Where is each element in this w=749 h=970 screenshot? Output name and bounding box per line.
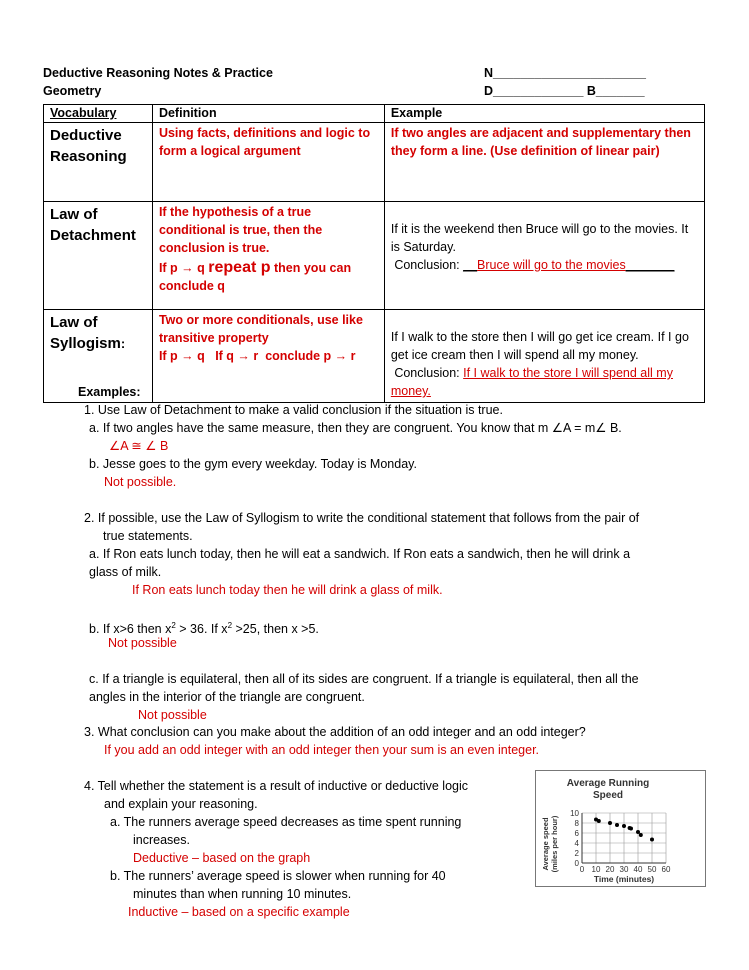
subject-label: Geometry [43,84,102,98]
question-2c-line1: c. If a triangle is equilateral, then all of its sides are congruent. If a triangle is equilateral, then all the [89,672,639,686]
column-header-example: Example [384,105,704,123]
chart-y-tick-label: 6 [574,829,579,838]
chart-y-tick-label: 4 [574,839,579,848]
chart-data-point [622,824,626,828]
answer-4a: Deductive – based on the graph [133,851,311,865]
definition-deductive-reasoning: Using facts, definitions and logic to form a logical argument [152,123,384,202]
question-1b: b. Jesse goes to the gym every weekday. Today is Monday. [89,457,417,471]
example-law-of-detachment: If it is the weekend then Bruce will go to the movies. It is Saturday. Conclusion: __Bruce will go to the movies_______ [384,202,704,310]
term-deductive-reasoning: Deductive Reasoning [44,123,153,202]
answer-4b: Inductive – based on a specific example [128,905,350,919]
answer-1b: Not possible. [104,475,177,489]
chart-y-tick-label: 0 [574,859,579,868]
chart-data-point [597,819,601,823]
question-4a-line1: a. The runners average speed decreases as time spent running [110,815,462,829]
question-3: 3. What conclusion can you make about the addition of an odd integer and an odd integer? [84,725,586,739]
chart-ticks [570,809,671,874]
example-law-of-syllogism: If I walk to the store then I will go get ice cream. If I go get ice cream then I will spend all my money. Conclusion: If I walk to the store I will spend all my money. [384,310,704,403]
chart-y-tick-label: 10 [570,809,579,818]
definition-law-of-syllogism: Two or more conditionals, use like transitive property If p → q If q → r conclude p → r [152,310,384,403]
table-header-row [44,105,705,123]
question-2a-line2: glass of milk. [89,565,162,579]
date-block-field[interactable]: D_____________ B_______ [484,84,645,98]
term-law-of-detachment: Law of Detachment [44,202,153,310]
document-title: Deductive Reasoning Notes & Practice [43,66,273,80]
table-row-law-of-syllogism [44,310,705,403]
question-1: 1. Use Law of Detachment to make a valid conclusion if the situation is true. [84,403,503,417]
question-4a-line2: increases. [133,833,190,847]
chart-x-tick-label: 40 [633,865,643,874]
chart-x-tick-label: 10 [591,865,601,874]
question-2c-line2: angles in the interior of the triangle are congruent. [89,690,365,704]
question-2-line1: 2. If possible, use the Law of Syllogism to write the conditional statement that follows from the pair of [84,511,640,525]
question-4b-line1: b. The runners’ average speed is slower when running for 40 [110,869,446,883]
answer-1a: ∠A ≅ ∠ B [109,439,169,453]
chart-data-point [608,821,612,825]
chart-x-axis-label: Time (minutes) [593,874,655,884]
chart-title-line1: Average Running [566,778,650,789]
chart-data-point [615,823,619,827]
average-running-speed-chart [535,770,706,887]
chart-y-tick-label: 8 [574,819,579,828]
chart-x-tick-label: 60 [661,865,671,874]
answer-3: If you add an odd integer with an odd integer then your sum is an even integer. [104,743,540,757]
question-2a-line1: a. If Ron eats lunch today, then he will eat a sandwich. If Ron eats a sandwich, then he will drink a [89,547,631,561]
chart-x-tick-label: 50 [647,865,657,874]
chart-y-axis-label-line2: (miles per hour) [550,815,559,873]
table-row-law-of-detachment [44,202,705,310]
chart-title-line2: Speed [592,790,624,801]
answer-2c: Not possible [138,708,207,722]
chart-data-point [639,833,643,837]
table-row-deductive-reasoning [44,123,705,202]
question-2-line2: true statements. [103,529,193,543]
examples-heading: Examples: [78,385,141,399]
chart-x-tick-label: 20 [605,865,615,874]
term-law-of-syllogism: Law of Syllogism: [44,310,153,403]
question-2b: b. If x>6 then $x^2 > 36$. If $x^2 >25$, then x >5. [89,621,319,637]
column-header-definition: Definition [152,105,384,123]
chart-data-point [636,830,640,834]
chart-data-point [629,827,633,831]
chart-y-tick-label: 2 [574,849,579,858]
chart-x-tick-label: 0 [579,865,585,874]
example-deductive-reasoning: If two angles are adjacent and supplementary then they form a line. (Use definition of linear pair) [384,123,704,202]
question-1a: a. If two angles have the same measure, then they are congruent. You know that m ∠A = m∠ B. [89,421,622,435]
chart-data-point [650,838,654,842]
chart-svg [536,771,705,886]
vocabulary-table [43,104,705,403]
chart-y-axis-label-line1: Average speed [541,817,550,871]
answer-2a: If Ron eats lunch today then he will drink a glass of milk. [132,583,443,597]
chart-x-tick-label: 30 [619,865,629,874]
definition-law-of-detachment: If the hypothesis of a true conditional is true, then the conclusion is true. If p → q repeat p then you can conclude q [152,202,384,310]
question-4b-line2: minutes than when running 10 minutes. [133,887,352,901]
question-4-line2: and explain your reasoning. [104,797,258,811]
column-header-vocabulary: Vocabulary [44,105,153,123]
answer-2b: Not possible [108,636,177,650]
name-field[interactable]: N______________________ [484,66,646,80]
question-4-line1: 4. Tell whether the statement is a result of inductive or deductive logic [84,779,469,793]
